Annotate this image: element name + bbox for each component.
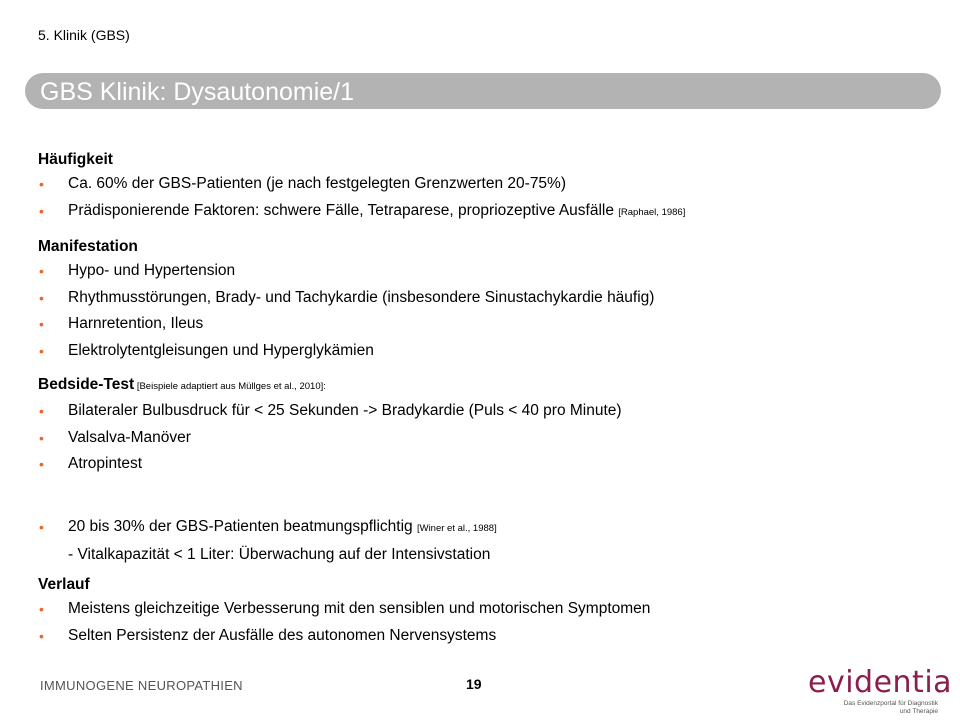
item-text: Harnretention, Ileus — [68, 315, 204, 332]
bullet-list-ventilation — [38, 514, 918, 569]
item-text: Atropintest — [68, 455, 143, 472]
citation: [Raphael, 1986] — [618, 206, 686, 218]
item-text: Bilateraler Bulbusdruck für < 25 Sekunden -> Bradykardie (Puls < 40 pro Minute) — [68, 402, 622, 419]
bullet-icon: • — [39, 202, 44, 219]
item-text: Ca. 60% der GBS-Patienten (je nach festgelegten Grenzwerten 20-75%) — [68, 175, 566, 192]
list-item — [38, 198, 918, 227]
item-text: Prädisponierende Faktoren: schwere Fälle, Tetraparese, propriozeptive Ausfälle — [68, 201, 619, 219]
section-heading-manifestation: Manifestation — [38, 238, 138, 255]
item-text: Rhythmusstörungen, Brady- und Tachykardie (insbesondere Sinustachykardie häufig) — [68, 288, 655, 306]
slide-content — [38, 149, 918, 649]
list-item — [38, 285, 918, 312]
bullet-list-haeufigkeit — [38, 171, 918, 226]
logo-tagline-2: und Therapie — [899, 708, 938, 715]
bullet-list-verlauf — [38, 596, 918, 649]
bullet-icon: • — [39, 429, 44, 446]
list-item — [38, 425, 918, 452]
list-item — [38, 451, 918, 478]
list-item — [38, 311, 918, 338]
list-item — [38, 596, 918, 623]
item-text: Valsalva-Manöver — [68, 428, 191, 446]
logo-wordmark: evidentia — [808, 665, 953, 700]
bullet-icon: • — [39, 342, 44, 359]
breadcrumb: 5. Klinik (GBS) — [38, 27, 130, 43]
citation: [Winer et al., 1988] — [416, 522, 497, 534]
item-text: Elektrolytentgleisungen und Hyperglykämien — [68, 341, 374, 359]
section-heading-haeufigkeit: Häufigkeit — [38, 151, 113, 168]
item-text: Selten Persistenz der Ausfälle des autonomen Nervensystems — [68, 626, 497, 644]
list-item — [38, 171, 918, 198]
bullet-icon: • — [39, 518, 44, 535]
item-text: Hypo- und Hypertension — [68, 262, 236, 279]
section-heading-verlauf: Verlauf — [38, 576, 90, 593]
section-heading-bedside-test — [38, 374, 918, 398]
bullet-list-bedside-test — [38, 398, 918, 478]
bullet-icon: • — [39, 176, 44, 192]
bullet-icon: • — [39, 403, 44, 419]
list-item — [38, 338, 918, 365]
page-title: GBS Klinik: Dysautonomie/1 — [40, 78, 355, 106]
logo-tagline-1: Das Evidenzportal für Diagnostik — [843, 700, 938, 707]
bullet-icon: • — [39, 263, 44, 279]
bullet-icon: • — [39, 601, 44, 617]
list-item — [38, 623, 918, 650]
bullet-icon: • — [39, 456, 44, 472]
evidentia-logo — [808, 665, 953, 716]
list-item — [38, 514, 918, 569]
item-subline: - Vitalkapazität < 1 Liter: Überwachung auf der Intensivstation — [68, 546, 491, 563]
citation: [Beispiele adaptiert aus Müllges et al., 2010]: — [134, 381, 326, 392]
list-item — [38, 398, 918, 425]
heading-text: Bedside-Test — [38, 376, 135, 393]
bullet-list-manifestation — [38, 258, 918, 364]
item-text: 20 bis 30% der GBS-Patienten beatmungspflichtig — [68, 517, 417, 535]
bullet-icon: • — [39, 627, 44, 644]
page-number: 19 — [466, 676, 482, 692]
list-item — [38, 258, 918, 285]
bullet-icon: • — [39, 289, 44, 306]
bullet-icon: • — [39, 316, 44, 332]
footer-label: IMMUNOGENE NEUROPATHIEN — [40, 678, 243, 693]
item-text: Meistens gleichzeitige Verbesserung mit den sensiblen und motorischen Symptomen — [68, 600, 651, 617]
